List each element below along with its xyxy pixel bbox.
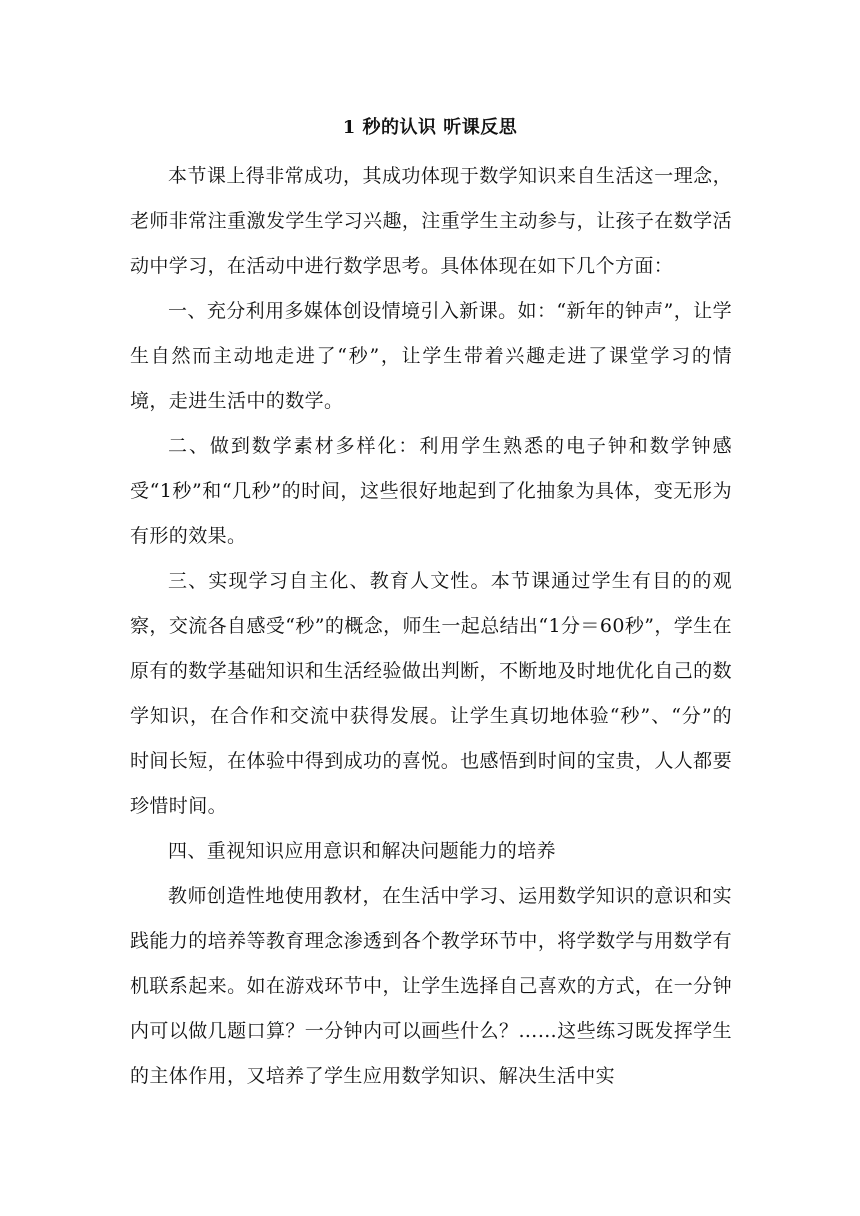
paragraph-intro: 本节课上得非常成功，其成功体现于数学知识来自生活这一理念，老师非常注重激发学生学习兴趣，注重学生主动参与，让孩子在数学活动中学习，在活动中进行数学思考。具体体现在如下几个方面： <box>130 165 732 277</box>
paragraph-point-three: 三、实现学习自主化、教育人文性。本节课通过学生有目的的观察，交流各自感受“秒”的概念，师生一起总结出“1分＝60秒”，学生在原有的数学基础知识和生活经验做出判断，不断地及时地优化自己的数学知识，在合作和交流中获得发展。让学生真切地体验“秒”、“分”的时间长短，在体验中得到成功的喜悦。也感悟到时间的宝贵，人人都要珍惜时间。 <box>130 570 732 817</box>
document-title: 1 秒的认识 听课反思 <box>342 117 518 138</box>
paragraph-point-two: 二、做到数学素材多样化：利用学生熟悉的电子钟和数学钟感受“1秒”和“几秒”的时间，这些很好地起到了化抽象为具体，变无形为有形的效果。 <box>130 435 732 547</box>
paragraph-point-one: 一、充分利用多媒体创设情境引入新课。如：“新年的钟声”，让学生自然而主动地走进了“秒”，让学生带着兴趣走进了课堂学习的情境，走进生活中的数学。 <box>130 300 732 412</box>
document-body <box>130 154 732 1099</box>
paragraph-point-four-body: 教师创造性地使用教材，在生活中学习、运用数学知识的意识和实践能力的培养等教育理念渗透到各个教学环节中，将学数学与用数学有机联系起来。如在游戏环节中，让学生选择自己喜欢的方式，在一分钟内可以做几题口算？一分钟内可以画些什么？……这些练习既发挥学生的主体作用，又培养了学生应用数学知识、解决生活中实 <box>130 885 732 1087</box>
paragraph-point-four-heading: 四、重视知识应用意识和解决问题能力的培养 <box>168 840 557 862</box>
